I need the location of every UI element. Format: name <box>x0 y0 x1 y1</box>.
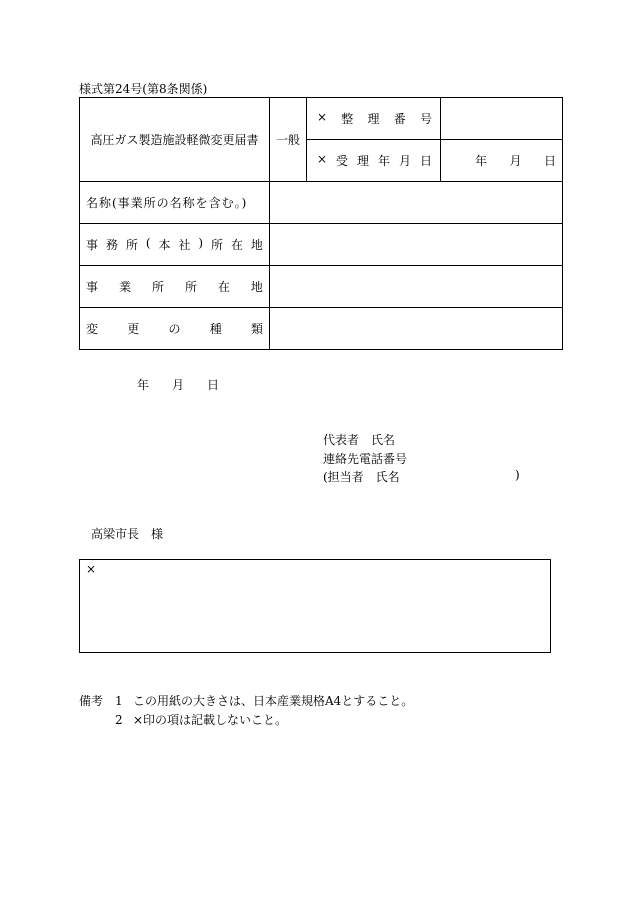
char: 所 <box>151 280 164 294</box>
char: 在 <box>217 280 230 294</box>
office-value[interactable] <box>270 224 563 266</box>
day-label: 日 <box>543 154 556 168</box>
char: 変 <box>86 322 99 336</box>
change-value[interactable] <box>270 308 563 350</box>
char: ) <box>198 236 204 250</box>
char: 号 <box>419 112 432 126</box>
char: 日 <box>419 154 432 168</box>
note-text: この用紙の大きさは、日本産業規格A4とすること。 <box>133 694 414 708</box>
submission-date <box>137 376 219 393</box>
char: 類 <box>250 322 263 336</box>
month-label: 月 <box>171 378 184 392</box>
notes <box>79 692 413 730</box>
char: 務 <box>105 238 118 252</box>
name-value[interactable] <box>270 182 563 224</box>
char: 理 <box>367 112 380 126</box>
char: 事 <box>86 238 99 252</box>
note-text: ×印の項は記載しないこと。 <box>133 713 288 727</box>
addressee: 高梁市長 様 <box>91 527 164 541</box>
x-mark: × <box>86 562 97 576</box>
char: 本 <box>158 238 171 252</box>
contact-phone-label: 連絡先電話番号 <box>323 452 408 466</box>
form-number: 様式第24号(第8条関係) <box>79 82 208 96</box>
representative-name-label: 代表者 氏名 <box>323 433 396 447</box>
char: 整 <box>341 112 354 126</box>
char: 受 <box>336 154 349 168</box>
char: 所 <box>184 280 197 294</box>
note-number: 1 <box>115 694 123 708</box>
char: 在 <box>230 238 243 252</box>
contact-person-label: (担当者 氏名 <box>323 470 400 484</box>
notes-heading: 備考 <box>79 694 104 708</box>
char: 所 <box>211 238 224 252</box>
char: 理 <box>357 154 370 168</box>
name-label: 名称(事業所の名称を含む。) <box>80 182 270 224</box>
juri-date-value[interactable] <box>441 140 563 182</box>
office-label <box>80 224 270 266</box>
char: の <box>168 322 181 336</box>
char: × <box>317 152 328 166</box>
char: 所 <box>125 238 138 252</box>
char: × <box>317 110 328 124</box>
char: 事 <box>86 280 99 294</box>
char: 地 <box>250 280 263 294</box>
site-value[interactable] <box>270 266 563 308</box>
char: ( <box>145 236 151 250</box>
contact-person-close: ) <box>515 468 520 482</box>
char: 種 <box>209 322 222 336</box>
month-label: 月 <box>509 154 522 168</box>
site-label <box>80 266 270 308</box>
char: 番 <box>393 112 406 126</box>
form-title: 高圧ガス製造施設軽微変更届書 <box>80 98 270 182</box>
seiri-bango-value[interactable] <box>441 98 563 140</box>
char: 地 <box>250 238 263 252</box>
year-label: 年 <box>475 154 488 168</box>
change-label <box>80 308 270 350</box>
char: 社 <box>178 238 191 252</box>
char: 年 <box>378 154 391 168</box>
day-label: 日 <box>206 378 219 392</box>
juri-date-label <box>307 140 441 182</box>
office-use-box <box>79 559 551 653</box>
notification-table <box>79 97 563 350</box>
char: 業 <box>118 280 131 294</box>
seiri-bango-label <box>307 98 441 140</box>
char: 月 <box>398 154 411 168</box>
note-number: 2 <box>115 713 123 727</box>
year-label: 年 <box>137 378 150 392</box>
char: 更 <box>127 322 140 336</box>
form-type: 一般 <box>270 98 307 182</box>
